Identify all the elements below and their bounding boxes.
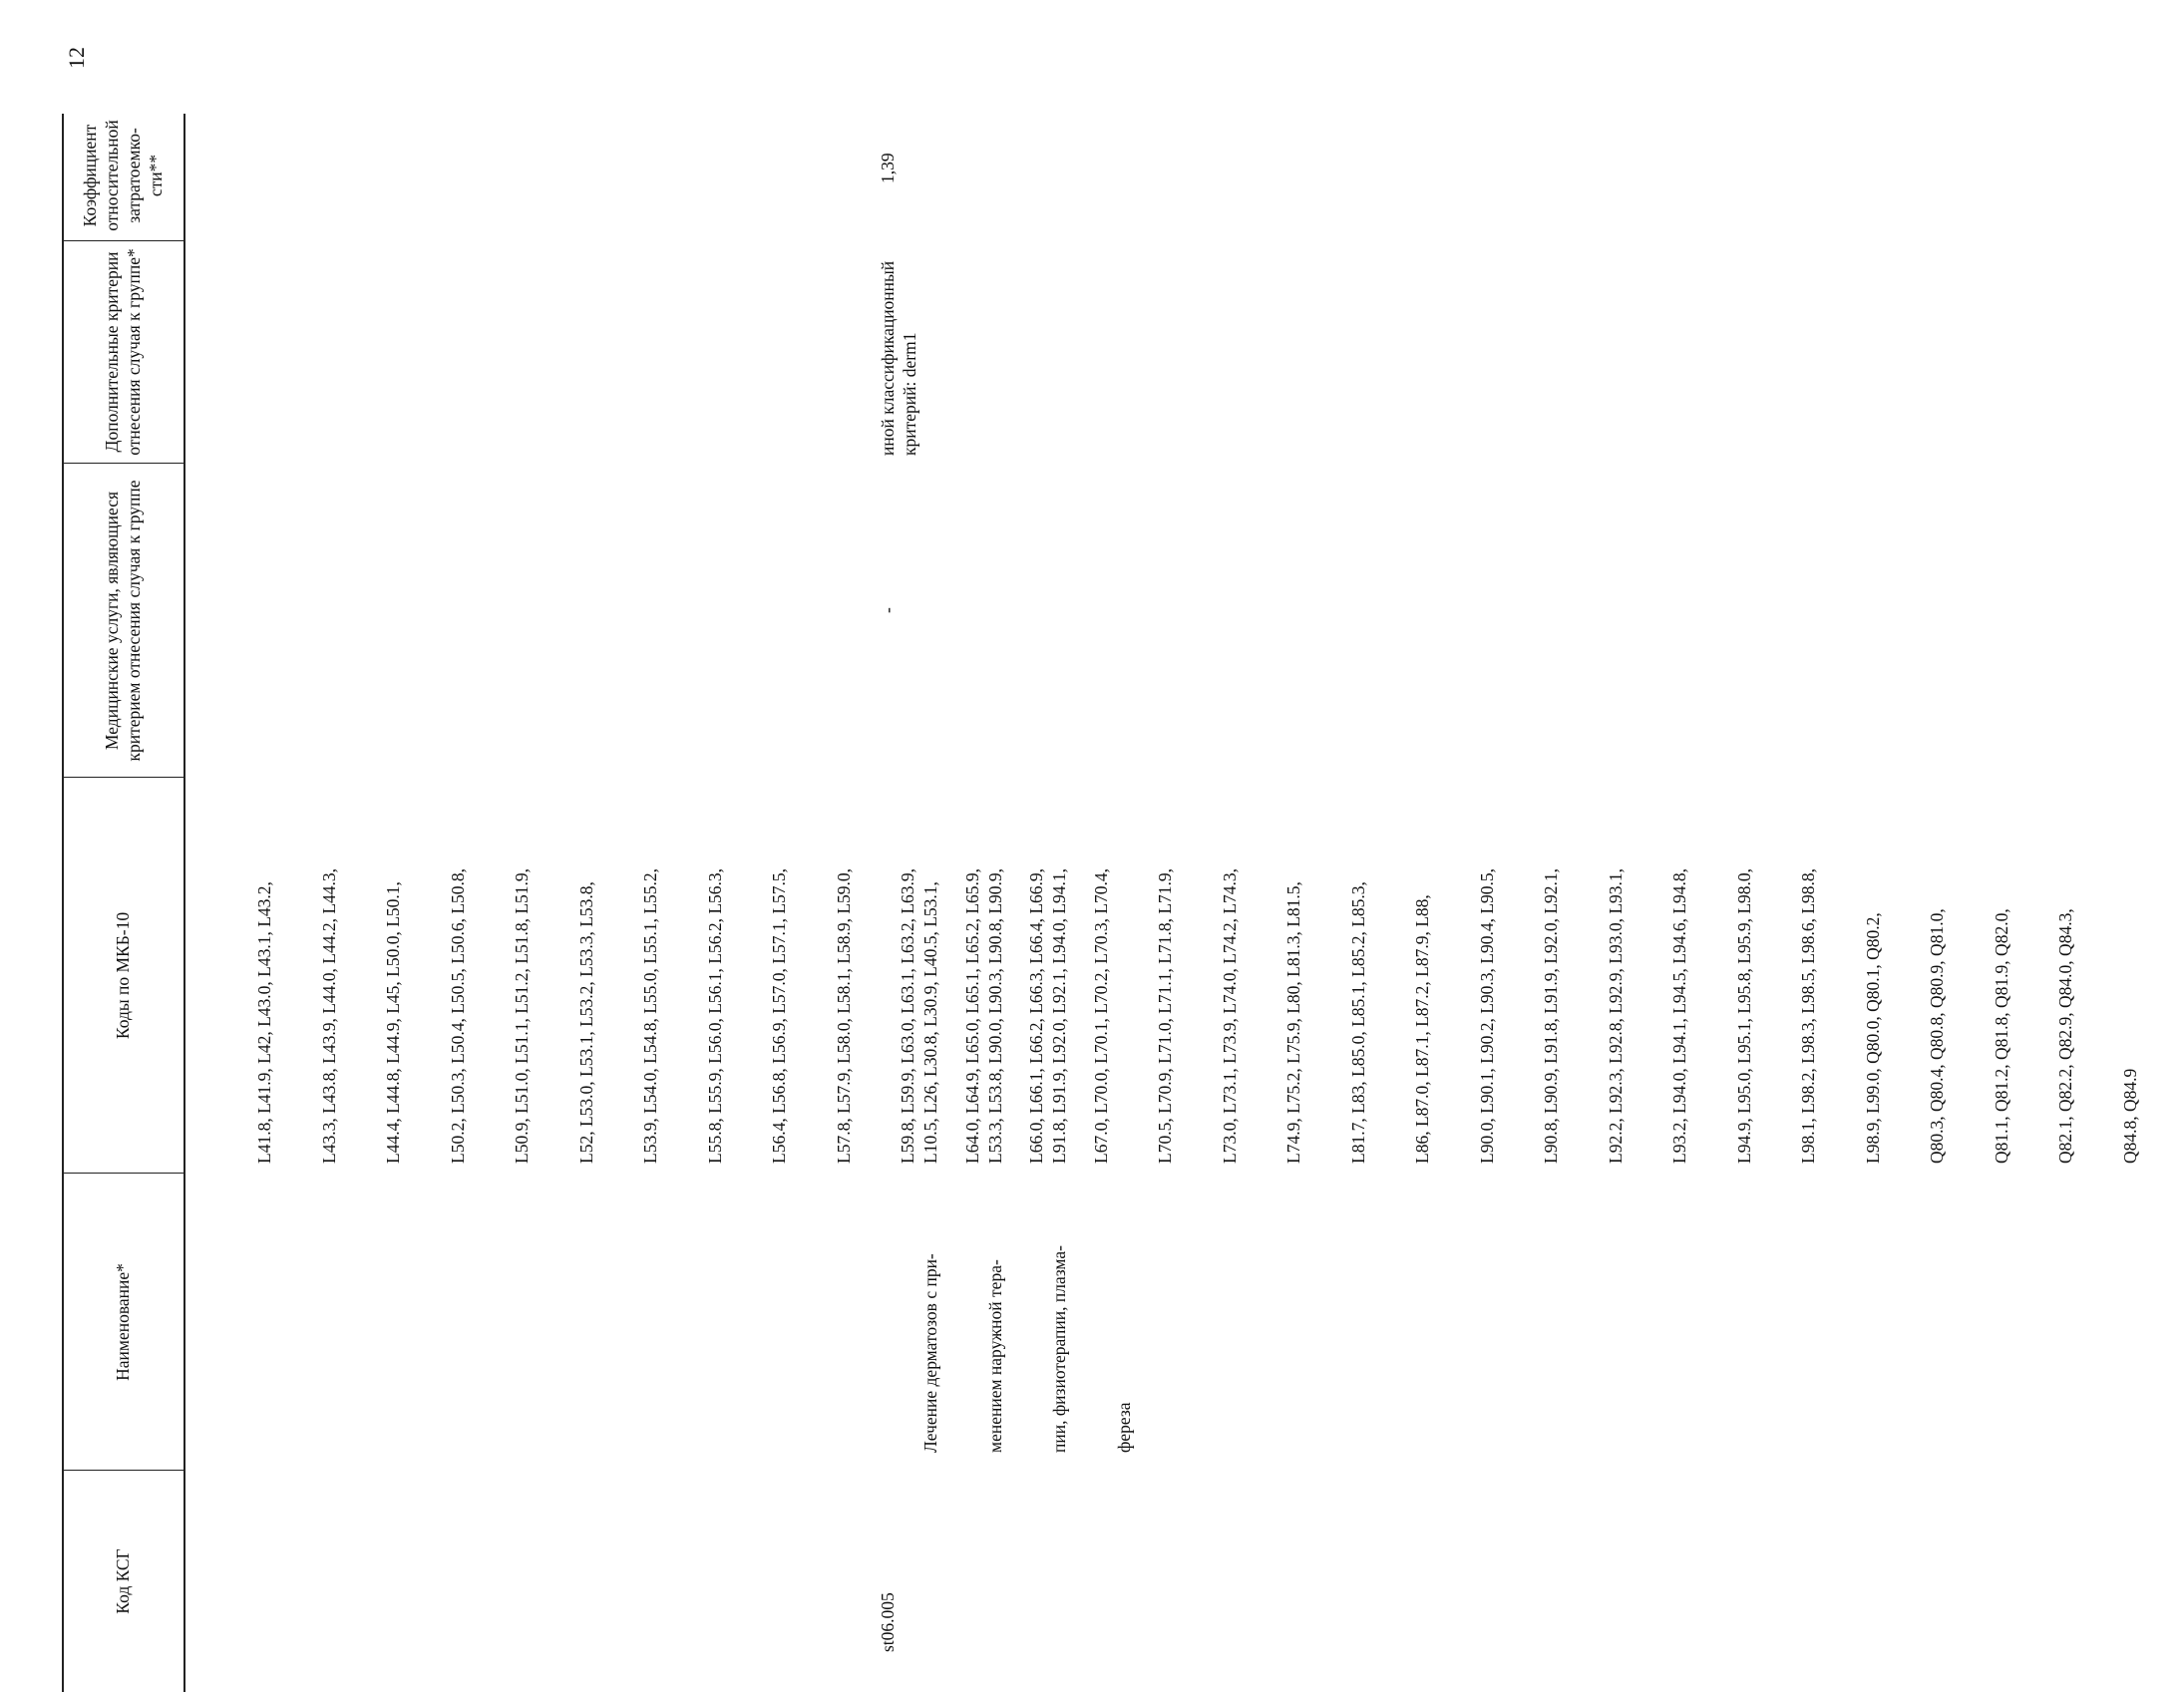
icd-line: L43.3, L43.8, L43.9, L44.0, L44.2, L44.3, bbox=[318, 867, 339, 1164]
row2-code: st06.005 bbox=[878, 1592, 898, 1652]
icd-line: L73.0, L73.1, L73.9, L74.0, L74.2, L74.3, bbox=[1219, 867, 1240, 1164]
icd-line: L64.0, L64.9, L65.0, L65.1, L65.2, L65.9, bbox=[961, 867, 982, 1164]
icd-line: L53.9, L54.0, L54.8, L55.0, L55.1, L55.2, bbox=[640, 867, 660, 1164]
column-divider bbox=[62, 240, 183, 241]
icd-line: L74.9, L75.2, L75.9, L80, L81.3, L81.5, bbox=[1283, 881, 1303, 1164]
header-services-text: Медицинские услуги, являющиеся критерием отнесения случая к группе bbox=[102, 480, 144, 762]
name-line: пии, физиотерапии, плазма- bbox=[1049, 1245, 1069, 1453]
icd-line: L98.9, L99.0, Q80.0, Q80.1, Q80.2, bbox=[1862, 912, 1883, 1164]
icd-line: Q84.8, Q84.9 bbox=[2119, 1068, 2140, 1164]
icd-line: L93.2, L94.0, L94.1, L94.5, L94.6, L94.8, bbox=[1669, 867, 1689, 1164]
header-code bbox=[62, 1471, 183, 1692]
icd-line: L50.2, L50.3, L50.4, L50.5, L50.6, L50.8, bbox=[447, 867, 468, 1164]
icd-line: L41.8, L41.9, L42, L43.0, L43.1, L43.2, bbox=[254, 881, 274, 1164]
name-line: фереза bbox=[1113, 1402, 1134, 1453]
icd-line: L98.1, L98.2, L98.3, L98.5, L98.6, L98.8, bbox=[1798, 867, 1818, 1164]
row2-services: - bbox=[878, 607, 898, 613]
name-line: менением наружной тера- bbox=[984, 1259, 1005, 1453]
header-criteria-text: Дополнительные критерии отнесения случая к группе* bbox=[102, 248, 144, 456]
icd-line: L55.8, L55.9, L56.0, L56.1, L56.2, L56.3, bbox=[704, 867, 725, 1164]
icd-line: L59.8, L59.9, L63.0, L63.1, L63.2, L63.9, bbox=[898, 867, 917, 1164]
header-services bbox=[62, 474, 183, 768]
icd-line: L90.8, L90.9, L91.8, L91.9, L92.0, L92.1, bbox=[1541, 867, 1561, 1164]
row2-icd bbox=[878, 868, 1114, 1164]
icd-line: L90.0, L90.1, L90.2, L90.3, L90.4, L90.5, bbox=[1476, 867, 1497, 1164]
row2-name bbox=[878, 1245, 1178, 1453]
icd-line: L91.8, L91.9, L92.0, L92.1, L94.0, L94.1, bbox=[1049, 867, 1069, 1164]
icd-line: L44.4, L44.8, L44.9, L45, L50.0, L50.1, bbox=[383, 881, 403, 1164]
icd-line: L10.5, L26, L30.8, L30.9, L40.5, L53.1, bbox=[920, 881, 940, 1164]
icd-line: L92.2, L92.3, L92.8, L92.9, L93.0, L93.1, bbox=[1605, 867, 1626, 1164]
header-bottom-border bbox=[183, 114, 185, 1692]
header-criteria bbox=[62, 248, 183, 456]
continuation-icd-list bbox=[211, 868, 2184, 1164]
icd-line: L86, L87.0, L87.1, L87.2, L87.9, L88, bbox=[1412, 894, 1432, 1164]
row2-coefficient: 1,39 bbox=[878, 153, 898, 183]
icd-line: L66.0, L66.1, L66.2, L66.3, L66.4, L66.9, bbox=[1026, 867, 1046, 1164]
name-line: Лечение дерматозов с при- bbox=[920, 1253, 940, 1453]
icd-line: L94.9, L95.0, L95.1, L95.8, L95.9, L98.0, bbox=[1733, 867, 1754, 1164]
icd-line: L70.5, L70.9, L71.0, L71.1, L71.8, L71.9, bbox=[1155, 867, 1175, 1164]
header-name-text: Наименование* bbox=[113, 1263, 133, 1381]
page-number: 12 bbox=[64, 47, 89, 69]
column-divider bbox=[62, 463, 183, 464]
row2-criteria: иной классификационный критерий: derm1 bbox=[878, 260, 919, 456]
icd-line: Q81.1, Q81.2, Q81.8, Q81.9, Q82.0, bbox=[1991, 908, 2011, 1164]
header-code-text: Код КСГ bbox=[113, 1548, 133, 1614]
header-icd-text: Коды по МКБ-10 bbox=[113, 911, 133, 1040]
icd-line: L67.0, L70.0, L70.1, L70.2, L70.3, L70.4, bbox=[1090, 867, 1111, 1164]
icd-line: L52, L53.0, L53.1, L53.2, L53.3, L53.8, bbox=[575, 881, 596, 1164]
icd-line: L53.3, L53.8, L90.0, L90.3, L90.8, L90.9, bbox=[984, 867, 1005, 1164]
header-coefficient-text: Коэффициент относительной затратоемко-сти** bbox=[80, 120, 166, 231]
icd-line: L56.4, L56.8, L56.9, L57.0, L57.1, L57.5, bbox=[769, 867, 789, 1164]
icd-line: L57.8, L57.9, L58.0, L58.1, L58.9, L59.0, bbox=[833, 867, 854, 1164]
icd-line: L50.9, L51.0, L51.1, L51.2, L51.8, L51.9, bbox=[512, 867, 532, 1164]
icd-line: Q82.1, Q82.2, Q82.9, Q84.0, Q84.3, bbox=[2055, 908, 2075, 1164]
header-icd bbox=[62, 778, 183, 1174]
icd-line: Q80.3, Q80.4, Q80.8, Q80.9, Q81.0, bbox=[1927, 908, 1947, 1164]
header-name bbox=[62, 1174, 183, 1471]
icd-line: L81.7, L83, L85.0, L85.1, L85.2, L85.3, bbox=[1347, 881, 1368, 1164]
header-coefficient bbox=[62, 117, 183, 234]
